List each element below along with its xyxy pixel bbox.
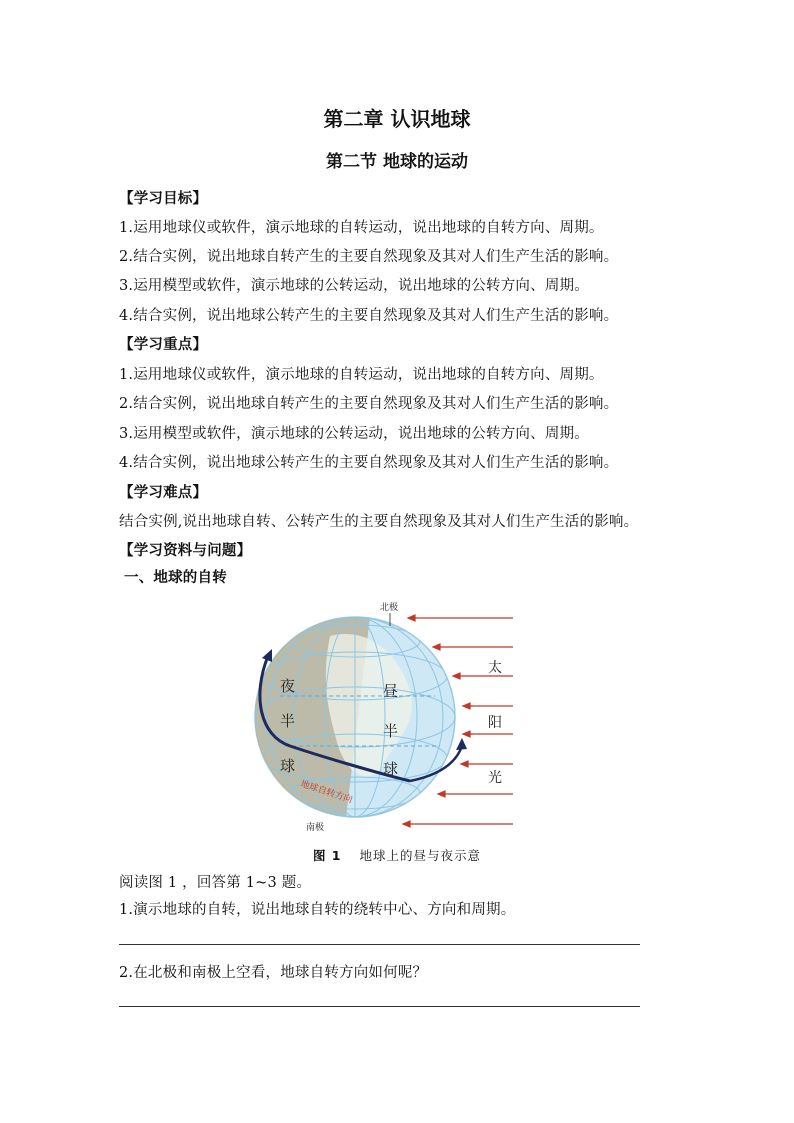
objective-item: 1.运用地球仪或软件，演示地球的自转运动，说出地球的自转方向、周期。 bbox=[119, 220, 604, 236]
day-label-3: 球 bbox=[383, 760, 399, 778]
arrow-head-icon bbox=[456, 738, 467, 750]
night-label-2: 半 bbox=[280, 712, 296, 730]
question-2: 2.在北极和南极上空看，地球自转方向如何呢？ bbox=[119, 965, 428, 981]
difficulties-text: 结合实例,说出地球自转、公转产生的主要自然现象及其对人们生产生活的影响。 bbox=[119, 514, 639, 530]
question-1: 1.演示地球的自转，说出地球自转的绕转中心、方向和周期。 bbox=[119, 902, 516, 918]
materials-heading: 【学习资料与问题】 bbox=[119, 543, 252, 559]
day-label-2: 半 bbox=[383, 722, 399, 740]
difficulties-heading: 【学习难点】 bbox=[119, 485, 208, 501]
key-point-item: 3.运用模型或软件，演示地球的公转运动，说出地球的公转方向、周期。 bbox=[119, 426, 589, 442]
key-point-item: 1.运用地球仪或软件，演示地球的自转运动，说出地球的自转方向、周期。 bbox=[119, 367, 604, 383]
answer-line-2[interactable] bbox=[119, 1006, 640, 1007]
objective-item: 4.结合实例，说出地球公转产生的主要自然现象及其对人们生产生活的影响。 bbox=[119, 308, 619, 324]
sun-label-1: 太 bbox=[488, 660, 502, 676]
rotation-label: 地球自转方向 bbox=[299, 779, 354, 806]
answer-line-1[interactable] bbox=[119, 944, 640, 945]
key-point-item: 2.结合实例，说出地球自转产生的主要自然现象及其对人们生产生活的影响。 bbox=[119, 396, 619, 412]
materials-subheading: 一、地球的自转 bbox=[124, 570, 227, 586]
sun-label-2: 阳 bbox=[488, 715, 502, 731]
earth-day-night-figure bbox=[250, 596, 520, 834]
north-pole-label: 北极 bbox=[380, 603, 399, 613]
reading-prompt: 阅读图 1 ，回答第 1~3 题。 bbox=[119, 875, 312, 891]
day-label-1: 昼 bbox=[383, 682, 399, 700]
key-points-heading: 【学习重点】 bbox=[119, 337, 208, 353]
night-label-1: 夜 bbox=[280, 677, 296, 695]
section-title: 第二节 地球的运动 bbox=[326, 152, 468, 172]
sun-label-3: 光 bbox=[488, 770, 502, 786]
south-pole-label: 南极 bbox=[306, 823, 325, 833]
key-point-item: 4.结合实例，说出地球公转产生的主要自然现象及其对人们生产生活的影响。 bbox=[119, 455, 619, 471]
night-label-3: 球 bbox=[280, 757, 296, 775]
chapter-title: 第二章 认识地球 bbox=[323, 107, 471, 131]
objectives-heading: 【学习目标】 bbox=[119, 191, 208, 207]
figure-caption bbox=[0, 846, 794, 864]
objective-item: 3.运用模型或软件，演示地球的公转运动，说出地球的公转方向、周期。 bbox=[119, 278, 589, 294]
objective-item: 2.结合实例，说出地球自转产生的主要自然现象及其对人们生产生活的影响。 bbox=[119, 249, 619, 265]
caption-text: 地球上的昼与夜示意 bbox=[359, 848, 482, 863]
caption-number: 图 1 bbox=[312, 848, 342, 863]
